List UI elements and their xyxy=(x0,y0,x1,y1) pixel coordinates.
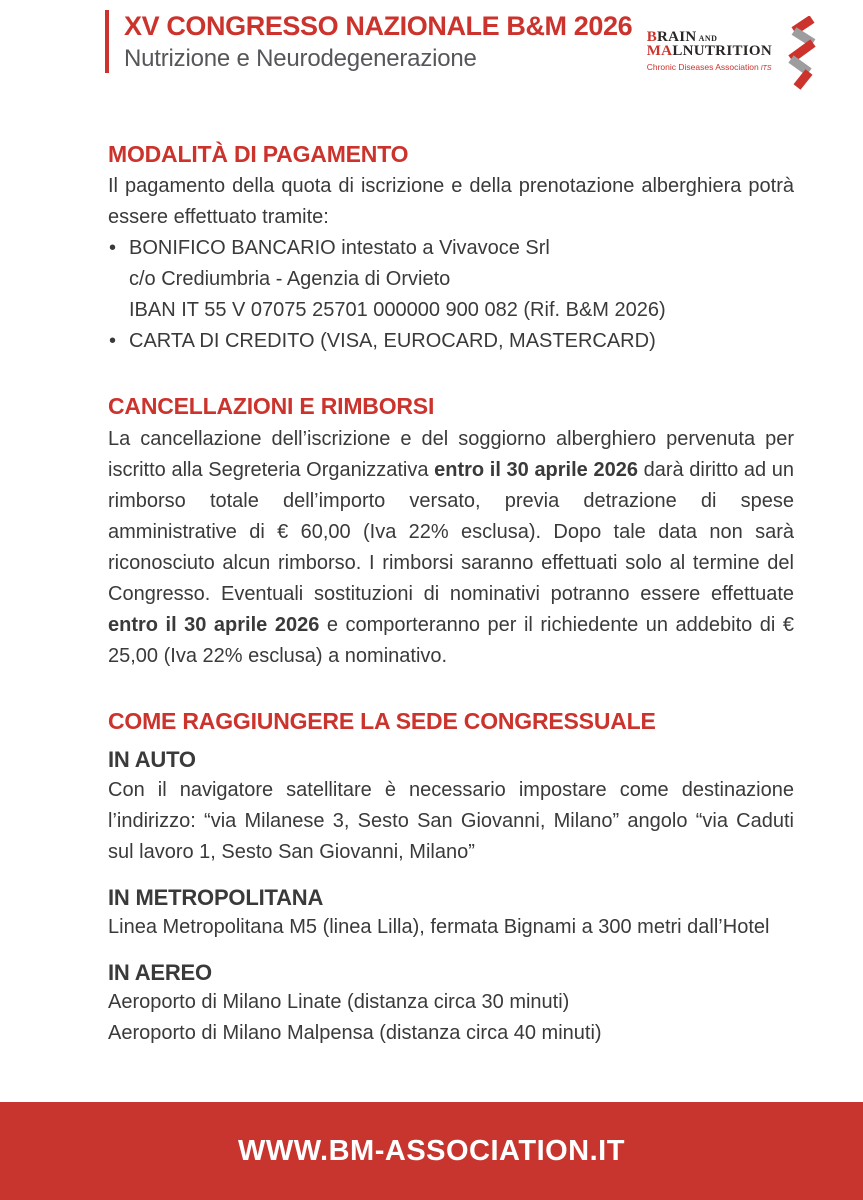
bank-branch-line: c/o Crediumbria - Agenzia di Orvieto xyxy=(129,268,451,291)
payment-intro: Il pagamento della quota di iscrizione e della prenotazione alberghiera potrà essere effettuato tramite: xyxy=(108,175,794,229)
logo-line-malnutrition xyxy=(647,44,772,58)
header-accent-bar xyxy=(105,10,109,73)
logo-brain-initial: B xyxy=(646,29,658,45)
congress-subtitle: Nutrizione e Neurodegenerazione xyxy=(124,44,477,72)
directions-heading: COME RAGGIUNGERE LA SEDE CONGRESSUALE xyxy=(108,707,656,734)
iban-line: IBAN IT 55 V 07075 25701 000000 900 082 (Rif. B&M 2026) xyxy=(129,299,666,322)
linate-line: Aeroporto di Milano Linate (distanza circa 30 minuti) xyxy=(108,991,570,1014)
page-header xyxy=(105,10,818,90)
logo-tagline-text: Chronic Diseases Association xyxy=(646,61,759,72)
logo-tagline-suffix: ITS xyxy=(760,64,772,72)
section-payment xyxy=(108,141,794,357)
congress-title: XV CONGRESSO NAZIONALE B&M 2026 xyxy=(124,11,633,41)
logo-mal-rest: LNUTRITION xyxy=(672,43,772,60)
header-titles xyxy=(124,10,632,72)
subsection-in-metropolitana xyxy=(108,885,794,943)
section-directions xyxy=(108,708,794,1049)
malpensa-line: Aeroporto di Milano Malpensa (distanza circa 40 minuti) xyxy=(108,1022,602,1045)
subsection-in-aereo xyxy=(108,960,794,1049)
logo-tagline xyxy=(647,62,772,72)
section-cancellations xyxy=(108,393,794,671)
cancellations-paragraph: La cancellazione dell’iscrizione e del soggiorno alberghiero pervenuta per iscritto alla Segreteria Organizzativa entro il 30 aprile 2026 darà diritto ad un rimborso totale dell’importo versato, previa detrazione di spese amministrative di € 60,00 (Iva 22% esclusa). Dopo tale data non sarà riconosciuto alcun rimborso. I rimborsi saranno effettuati solo al termine del Congresso. Eventuali sostituzioni di nominativi potranno essere effettuate entro il 30 aprile 2026 e comporteranno per il richiedente un addebito di € 25,00 (Iva 22% esclusa) a nominativo. xyxy=(108,427,795,667)
carta-line: • CARTA DI CREDITO (VISA, EUROCARD, MASTERCARD) xyxy=(129,330,656,353)
in-auto-text: Con il navigatore satellitare è necessario impostare come destinazione l’indirizzo: “via Milanese 3, Sesto San Giovanni, Milano” angolo “via Caduti sul lavoro 1, Sesto San Giovanni, Milano” xyxy=(108,778,794,863)
ribbon-icon xyxy=(776,16,818,90)
footer-banner xyxy=(0,1102,863,1200)
logo-brain-rest: RAIN xyxy=(657,29,697,45)
payment-method-bonifico xyxy=(108,233,794,326)
bonifico-line: • BONIFICO BANCARIO intestato a Vivavoce Srl xyxy=(129,237,550,260)
logo-wordmark xyxy=(647,30,772,72)
website-url[interactable]: WWW.BM-ASSOCIATION.IT xyxy=(238,1134,625,1167)
in-metropolitana-heading: IN METROPOLITANA xyxy=(108,884,324,910)
payment-method-carta xyxy=(108,326,794,357)
page-content xyxy=(108,141,794,1049)
in-aereo-heading: IN AEREO xyxy=(108,959,212,985)
logo-mal-red: MA xyxy=(646,43,673,60)
payment-heading: MODALITÀ DI PAGAMENTO xyxy=(108,141,409,167)
logo-line-brain xyxy=(647,30,772,44)
in-metropolitana-text: Linea Metropolitana M5 (linea Lilla), fermata Bignami a 300 metri dall’Hotel xyxy=(108,915,770,938)
in-auto-heading: IN AUTO xyxy=(108,747,196,773)
subsection-in-auto xyxy=(108,747,794,867)
cancellations-heading: CANCELLAZIONI E RIMBORSI xyxy=(108,393,435,420)
logo-and: AND xyxy=(698,34,718,43)
payment-methods-list xyxy=(108,233,794,357)
brain-malnutrition-logo xyxy=(647,10,818,90)
